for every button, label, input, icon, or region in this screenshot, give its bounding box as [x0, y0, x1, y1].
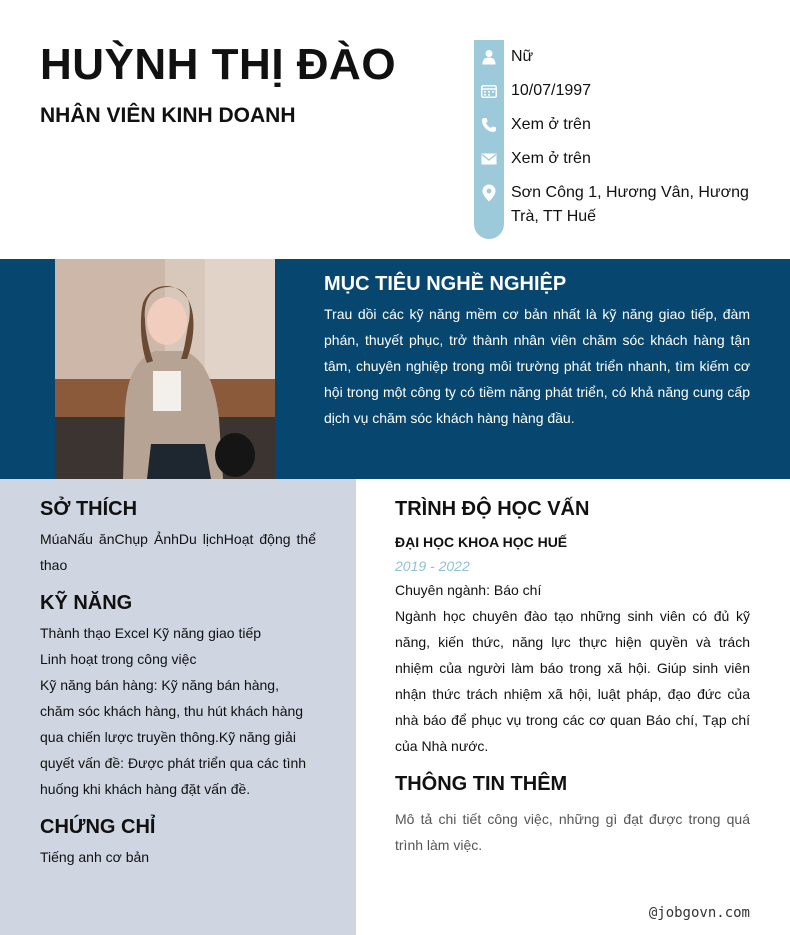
contact-email-text: Xem ở trên — [511, 150, 591, 167]
contact-phone — [474, 108, 764, 142]
education-major: Chuyên ngành: Báo chí — [395, 582, 542, 598]
contact-address — [474, 176, 764, 229]
contact-list — [474, 40, 764, 229]
watermark: @jobgovn.com — [648, 905, 750, 921]
phone-icon — [474, 108, 504, 142]
candidate-job-title: NHÂN VIÊN KINH DOANH — [40, 104, 296, 127]
contact-gender — [474, 40, 764, 74]
objective-text: Trau dồi các kỹ năng mềm cơ bản nhất là kỹ năng giao tiếp, đàm phán, thuyết phục, trở thành nhân viên chăm sóc khách hàng tận tâm, chuyên nghiệp trong môi trường phát triển nhanh, tìm kiếm cơ hội trong một công ty có tiềm năng phát triển, có khả năng cung cấp dịch vụ chăm sóc khách hàng hàng đầu. — [324, 306, 750, 426]
certificates-text: Tiếng anh cơ bản — [40, 849, 150, 865]
location-pin-icon — [474, 176, 504, 210]
contact-phone-text: Xem ở trên — [511, 116, 591, 133]
contact-birthday — [474, 74, 764, 108]
skill-item: Linh hoạt trong công việc — [40, 651, 197, 667]
additional-info-title: THÔNG TIN THÊM — [395, 773, 568, 795]
additional-info-text: Mô tả chi tiết công việc, những gì đạt được trong quá trình làm việc. — [395, 811, 750, 853]
profile-photo — [55, 259, 275, 479]
contact-birthday-text: 10/07/1997 — [511, 82, 592, 99]
skill-item: Thành thạo Excel Kỹ năng giao tiếp — [40, 625, 262, 641]
education-description: Ngành học chuyên đào tạo những sinh viên có đủ kỹ năng, kiến thức, năng lực thực hiện quyền và trách nhiệm của người làm báo trong xã hội. Giúp sinh viên nhận thức trách nhiệm xã hội, luật pháp, đạo đức của nhà báo để phục vụ trong các cơ quan Báo chí, Tạp chí của Nhà nước. — [395, 608, 750, 754]
certificates-title: CHỨNG CHỈ — [40, 816, 156, 838]
education-school: ĐẠI HỌC KHOA HỌC HUẾ — [395, 534, 568, 550]
skills-list — [40, 620, 316, 802]
education-years: 2019 - 2022 — [395, 558, 470, 574]
person-icon — [474, 40, 504, 74]
skills-title: KỸ NĂNG — [40, 592, 133, 614]
contact-gender-text: Nữ — [511, 48, 534, 65]
hobbies-text: MúaNấu ănChụp ẢnhDu lịchHoạt động thể thao — [40, 531, 316, 573]
skill-item: Kỹ năng bán hàng: Kỹ năng bán hàng, chăm sóc khách hàng, thu hút khách hàng qua chiến lược truyền thông.Kỹ năng giải quyết vấn đề: Được phát triển qua các tình huống khi khách hàng đặt vấn đề. — [40, 677, 307, 797]
contact-email — [474, 142, 764, 176]
contact-address-text: Sơn Công 1, Hương Vân, Hương Trà, TT Huế — [511, 184, 749, 225]
candidate-name: HUỲNH THỊ ĐÀO — [40, 40, 397, 89]
calendar-icon — [474, 74, 504, 108]
hobbies-title: SỞ THÍCH — [40, 498, 138, 520]
objective-title: MỤC TIÊU NGHỀ NGHIỆP — [324, 273, 567, 295]
education-title: TRÌNH ĐỘ HỌC VẤN — [395, 498, 590, 520]
email-icon — [474, 142, 504, 176]
